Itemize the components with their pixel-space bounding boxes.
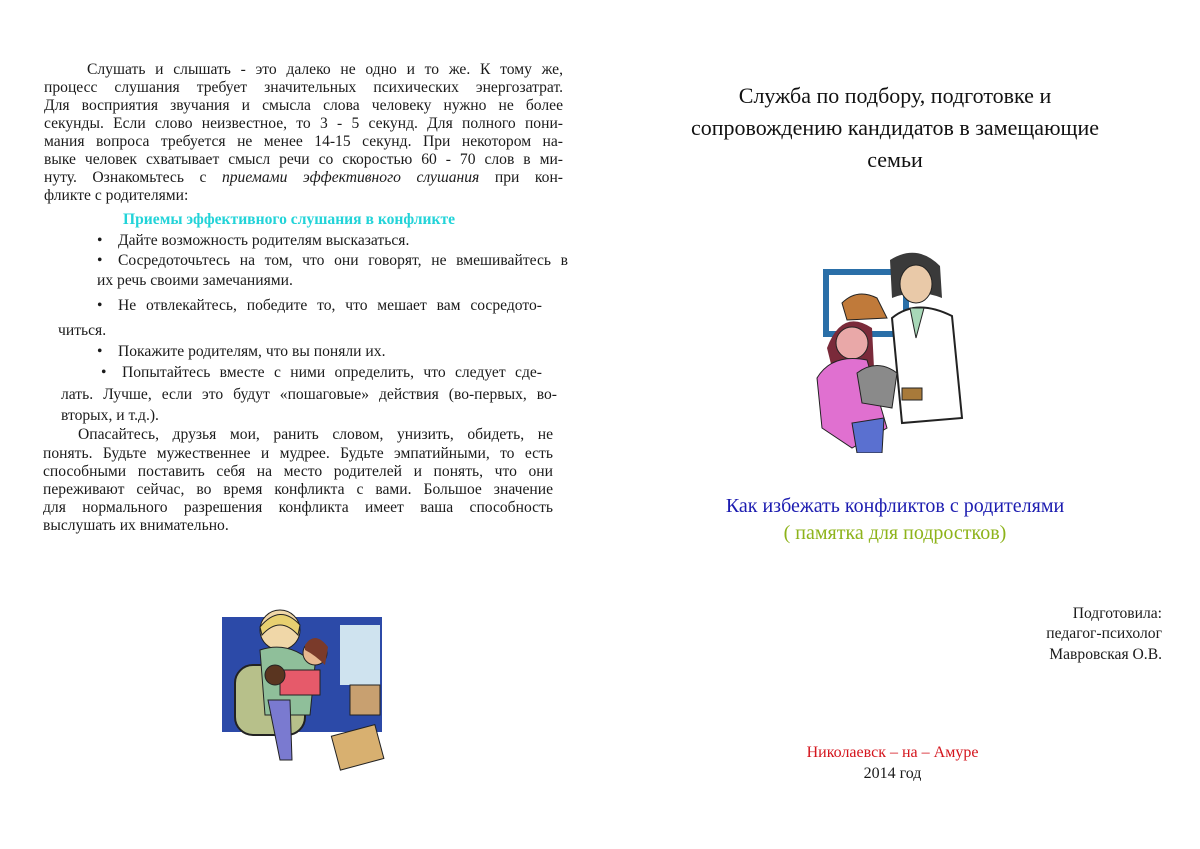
brochure-subtitle: Как избежать конфликтов с родителями bbox=[725, 495, 1065, 517]
closing-line: переживают сейчас, во время конфликта с вами. Большое значение bbox=[43, 481, 553, 498]
brochure-note: ( памятка для подростков) bbox=[783, 522, 1007, 544]
intro-line bbox=[44, 169, 563, 187]
bullet-item: Сосредоточьтесь на том, что они говорят, не вмешивайтесь в bbox=[118, 252, 568, 269]
reading-family-clipart bbox=[220, 605, 395, 775]
city: Николаевск – на – Амуре bbox=[806, 744, 979, 761]
bullet-item: Не отвлекайтесь, победите то, что мешает вам сосредото- bbox=[118, 297, 542, 314]
year: 2014 год bbox=[863, 765, 922, 782]
title-line: сопровождению кандидатов в замещающие bbox=[691, 115, 1099, 140]
bullet-item-cont: лать. Лучше, если это будут «пошаговые» действия (во-первых, во- bbox=[61, 386, 557, 403]
closing-line: понять. Будьте мужественнее и мудрее. Будьте эмпатийными, то есть bbox=[43, 445, 553, 462]
intro-line: мания вопроса требуется не менее 14-15 секунд. При некотором на- bbox=[44, 133, 563, 150]
intro-line: секунды. Если слово неизвестное, то 3 - 5 секунд. Для полного пони- bbox=[44, 115, 563, 132]
author-role: педагог-психолог bbox=[1046, 625, 1162, 642]
bullet-icon: • bbox=[97, 297, 103, 314]
closing-line: Опасайтесь, друзья мои, ранить словом, унизить, обидеть, не bbox=[78, 426, 553, 443]
service-title bbox=[640, 80, 1150, 176]
bullet-item-cont: читься. bbox=[58, 322, 107, 339]
prepared-label: Подготовила: bbox=[1072, 605, 1162, 622]
doctor-with-girl-clipart bbox=[812, 248, 972, 453]
text: нуту. Ознакомьтесь с bbox=[44, 169, 207, 186]
bullet-item-cont: их речь своими замечаниями. bbox=[97, 272, 293, 289]
intro-line: фликте с родителями: bbox=[44, 187, 189, 204]
italic-text: приемами эффективного слушания bbox=[221, 169, 480, 186]
section-heading: Приемы эффективного слушания в конфликте bbox=[123, 211, 456, 228]
intro-line: процесс слушания требует значительных психических энергозатрат. bbox=[44, 79, 563, 96]
bullet-item: Покажите родителям, что вы поняли их. bbox=[118, 343, 386, 360]
bullet-icon: • bbox=[101, 364, 107, 381]
title-line: Служба по подбору, подготовке и bbox=[738, 83, 1052, 108]
author-name: Мавровская О.В. bbox=[1049, 646, 1162, 663]
closing-line: способными поставить себя на место родителей и понять, что они bbox=[43, 463, 553, 480]
bullet-icon: • bbox=[97, 252, 103, 269]
text: при кон- bbox=[494, 169, 563, 186]
closing-line: для нормального разрешения конфликта имеет ваша способность bbox=[43, 499, 553, 516]
title-line: семьи bbox=[867, 147, 923, 172]
bullet-item: Дайте возможность родителям высказаться. bbox=[118, 232, 410, 249]
closing-line: выслушать их внимательно. bbox=[43, 517, 229, 534]
bullet-item: Попытайтесь вместе с ними определить, что следует сде- bbox=[122, 364, 542, 381]
bullet-icon: • bbox=[97, 232, 103, 249]
intro-line: выке человек схватывает смысл речи со скоростью 60 - 70 слов в ми- bbox=[44, 151, 563, 168]
intro-line: Для восприятия звучания и смысла слова человеку нужно не более bbox=[44, 97, 563, 114]
intro-line: Слушать и слышать - это далеко не одно и то же. К тому же, bbox=[87, 61, 563, 78]
bullet-icon: • bbox=[97, 343, 103, 360]
bullet-item-cont: вторых, и т.д.). bbox=[61, 407, 159, 424]
